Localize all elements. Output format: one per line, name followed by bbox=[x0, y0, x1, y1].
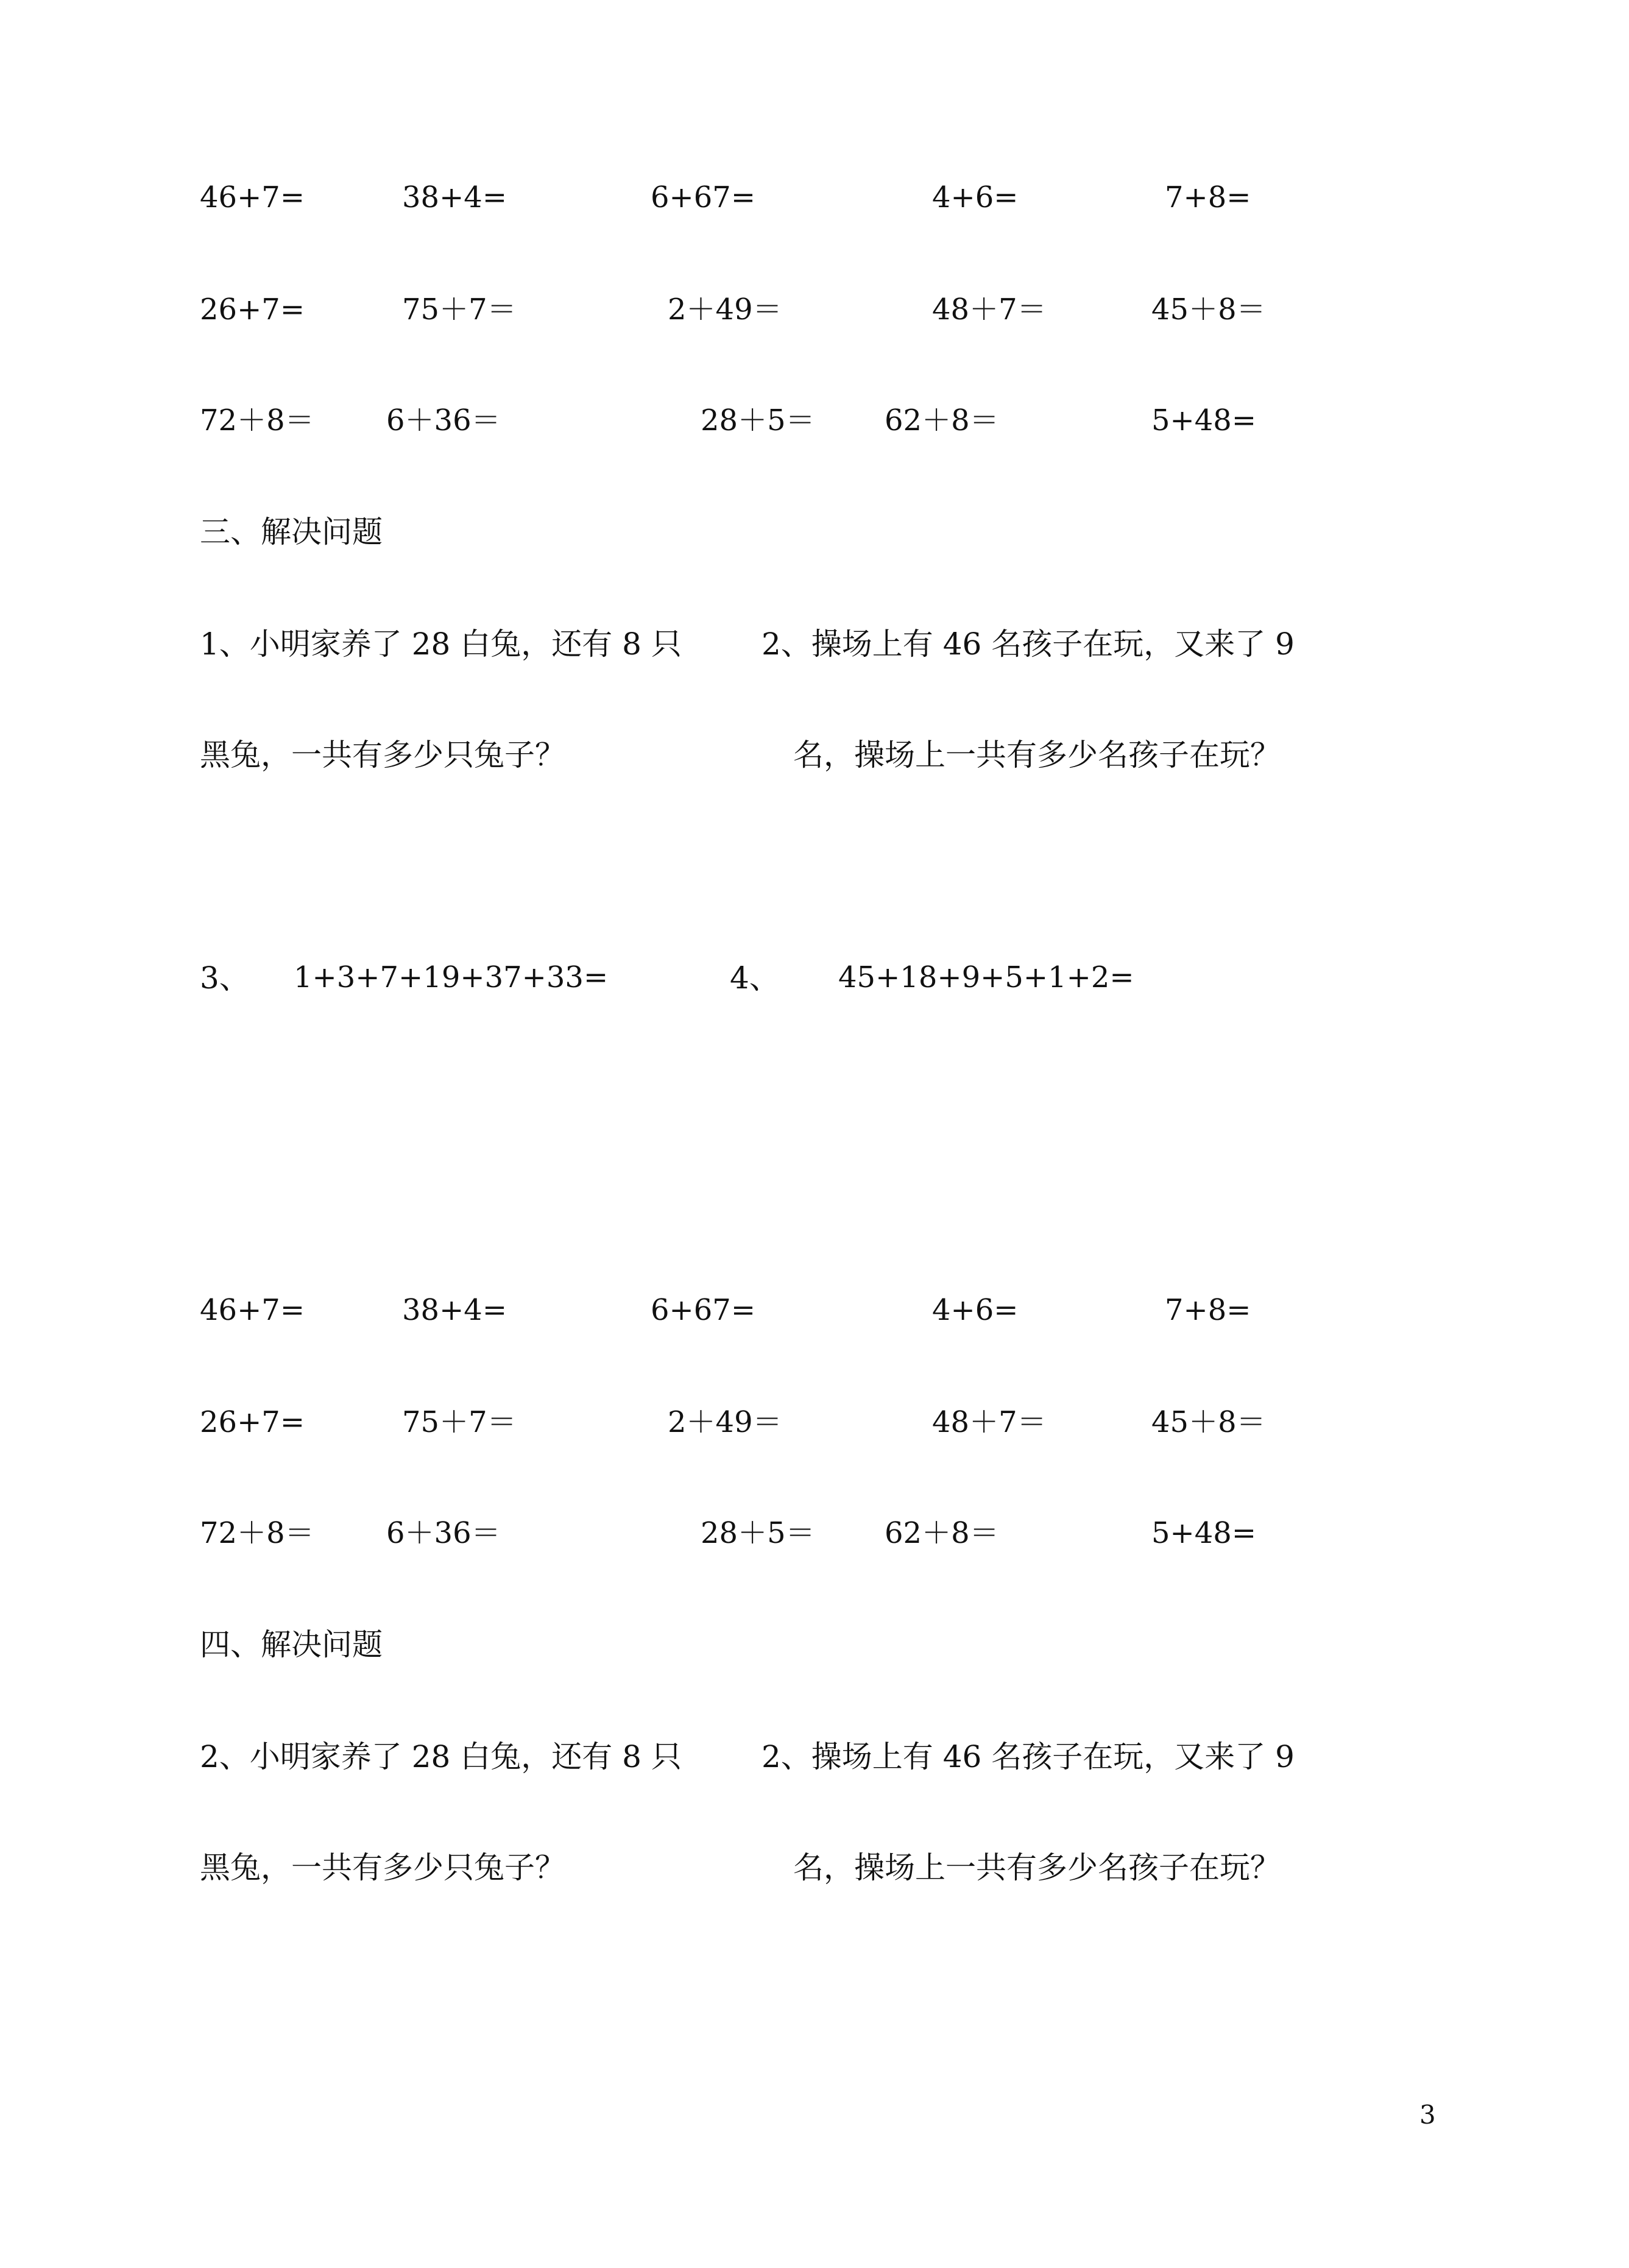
equation: 48＋7＝ bbox=[932, 1405, 1047, 1439]
equation: 26+7= bbox=[200, 1405, 305, 1439]
equation: 2＋49＝ bbox=[668, 292, 782, 327]
equation: 6+67= bbox=[651, 180, 756, 214]
problem-4-expression: 45+18+9+5+1+2= bbox=[838, 960, 1134, 994]
word-problem-2-line-2: 名，操场上一共有多少名孩子在玩？ bbox=[793, 737, 1281, 773]
word-problem-2-line-1: 2、操场上有 46 名孩子在玩，又来了 9 bbox=[761, 1739, 1295, 1774]
equation: 62＋8＝ bbox=[885, 403, 999, 438]
equation: 45＋8＝ bbox=[1151, 1405, 1266, 1439]
equation: 4+6= bbox=[932, 180, 1019, 214]
equation: 4+6= bbox=[932, 1293, 1019, 1327]
word-problem-1-line-1: 2、小明家养了 28 白兔，还有 8 只 bbox=[200, 1739, 682, 1774]
equation: 2＋49＝ bbox=[668, 1405, 782, 1439]
equation: 28＋5＝ bbox=[701, 403, 815, 438]
problem-3-label: 3、 bbox=[200, 960, 250, 996]
problem-3-expression: 1+3+7+19+37+33= bbox=[294, 960, 609, 994]
word-problem-1-line-2: 黑兔，一共有多少只兔子？ bbox=[200, 737, 565, 773]
section-heading: 三、解决问题 bbox=[200, 514, 383, 550]
equation: 75＋7＝ bbox=[402, 292, 517, 327]
equation: 75＋7＝ bbox=[402, 1405, 517, 1439]
word-problem-2-line-1: 2、操场上有 46 名孩子在玩，又来了 9 bbox=[761, 626, 1295, 662]
word-problem-1-line-1: 1、小明家养了 28 白兔，还有 8 只 bbox=[200, 626, 682, 662]
problem-4-label: 4、 bbox=[730, 960, 780, 996]
equation: 48＋7＝ bbox=[932, 292, 1047, 327]
word-problem-2-line-2: 名，操场上一共有多少名孩子在玩？ bbox=[793, 1850, 1281, 1885]
equation: 62＋8＝ bbox=[885, 1516, 999, 1550]
equation: 7+8= bbox=[1165, 180, 1251, 214]
equation: 6＋36＝ bbox=[386, 403, 501, 438]
equation: 6＋36＝ bbox=[386, 1516, 501, 1550]
equation: 46+7= bbox=[200, 180, 305, 214]
page-number: 3 bbox=[1419, 2100, 1436, 2130]
equation: 72＋8＝ bbox=[200, 403, 314, 438]
equation: 5+48= bbox=[1151, 1516, 1257, 1550]
equation: 28＋5＝ bbox=[701, 1516, 815, 1550]
equation: 26+7= bbox=[200, 292, 305, 327]
word-problem-1-line-2: 黑兔，一共有多少只兔子？ bbox=[200, 1850, 565, 1885]
equation: 6+67= bbox=[651, 1293, 756, 1327]
equation: 72＋8＝ bbox=[200, 1516, 314, 1550]
equation: 45＋8＝ bbox=[1151, 292, 1266, 327]
equation: 46+7= bbox=[200, 1293, 305, 1327]
section-heading: 四、解决问题 bbox=[200, 1627, 383, 1662]
equation: 7+8= bbox=[1165, 1293, 1251, 1327]
equation: 38+4= bbox=[402, 1293, 507, 1327]
equation: 5+48= bbox=[1151, 403, 1257, 438]
equation: 38+4= bbox=[402, 180, 507, 214]
